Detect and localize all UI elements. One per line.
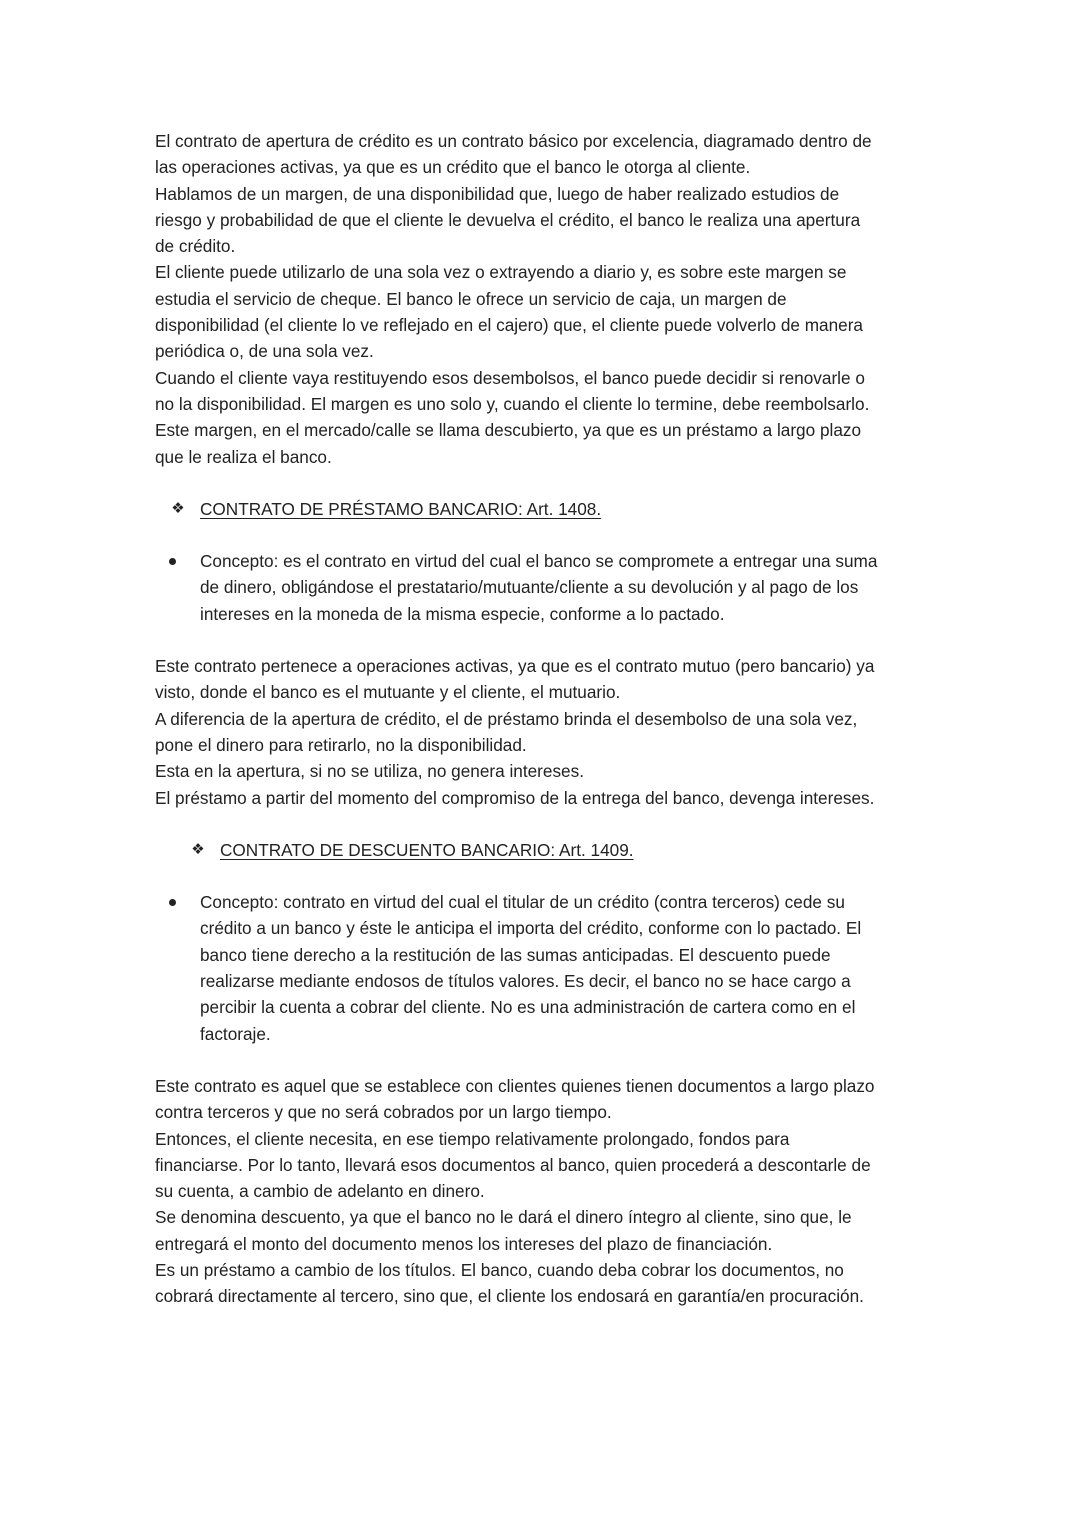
text-line: las operaciones activas, ya que es un crédito que el banco le otorga al cliente. bbox=[155, 157, 751, 178]
text-line: de dinero, obligándose el prestatario/mutuante/cliente a su devolución y al pago de los bbox=[200, 577, 859, 598]
spacer bbox=[155, 811, 945, 837]
text-line: intereses en la moneda de la misma especie, conforme a lo pactado. bbox=[200, 603, 725, 624]
spacer bbox=[155, 522, 945, 548]
text-line: que le realiza el banco. bbox=[155, 446, 332, 467]
text-line: Este margen, en el mercado/calle se llama descubierto, ya que es un préstamo a largo plazo bbox=[155, 420, 862, 441]
section-heading-prestamo bbox=[155, 496, 945, 522]
section-heading-text: CONTRATO DE PRÉSTAMO BANCARIO: Art. 1408. bbox=[200, 498, 602, 519]
text-line: pone el dinero para retirarlo, no la disponibilidad. bbox=[155, 734, 527, 755]
concept-bullet-prestamo bbox=[155, 548, 945, 627]
text-line: El contrato de apertura de crédito es un contrato básico por excelencia, diagramado dentro de bbox=[155, 131, 872, 151]
text-line: periódica o, de una sola vez. bbox=[155, 341, 374, 362]
text-line: Este contrato es aquel que se establece con clientes quienes tienen documentos a largo plazo bbox=[155, 1075, 875, 1096]
diamond-bullet-icon: ❖ bbox=[191, 840, 205, 858]
intro-paragraph bbox=[155, 128, 945, 470]
text-line: Es un préstamo a cambio de los títulos. El banco, cuando deba cobrar los documentos, no bbox=[155, 1259, 844, 1280]
descuento-body-paragraph bbox=[155, 1073, 945, 1310]
text-line: A diferencia de la apertura de crédito, el de préstamo brinda el desembolso de una sola vez, bbox=[155, 708, 858, 729]
spacer bbox=[155, 627, 945, 653]
text-line: Cuando el cliente vaya restituyendo esos desembolsos, el banco puede decidir si renovarle o bbox=[155, 367, 865, 388]
text-line: cobrará directamente al tercero, sino que, el cliente los endosará en garantía/en procuración. bbox=[155, 1286, 864, 1307]
text-line: crédito a un banco y éste le anticipa el importa del crédito, conforme con lo pactado. El bbox=[200, 918, 862, 939]
spacer bbox=[155, 863, 945, 889]
bullet-dot-icon bbox=[169, 558, 176, 565]
text-line: Este contrato pertenece a operaciones activas, ya que es el contrato mutuo (pero bancario) ya bbox=[155, 656, 875, 677]
text-line: El cliente puede utilizarlo de una sola vez o extrayendo a diario y, es sobre este margen se bbox=[155, 262, 847, 283]
section-heading-text: CONTRATO DE DESCUENTO BANCARIO: Art. 1409. bbox=[220, 839, 634, 860]
text-line: su cuenta, a cambio de adelanto en dinero. bbox=[155, 1181, 485, 1202]
text-line: factoraje. bbox=[200, 1023, 271, 1044]
text-line: contra terceros y que no será cobrados por un largo tiempo. bbox=[155, 1102, 612, 1123]
text-line: estudia el servicio de cheque. El banco le ofrece un servicio de caja, un margen de bbox=[155, 288, 787, 309]
document-page bbox=[155, 128, 945, 1310]
spacer bbox=[155, 1047, 945, 1073]
text-line: Entonces, el cliente necesita, en ese tiempo relativamente prolongado, fondos para bbox=[155, 1128, 790, 1149]
text-line: El préstamo a partir del momento del compromiso de la entrega del banco, devenga intereses. bbox=[155, 787, 875, 808]
concept-bullet-descuento bbox=[155, 889, 945, 1047]
text-line: Se denomina descuento, ya que el banco no le dará el dinero íntegro al cliente, sino que, le bbox=[155, 1207, 852, 1228]
text-line: riesgo y probabilidad de que el cliente le devuelva el crédito, el banco le realiza una apertura bbox=[155, 209, 861, 230]
bullet-dot-icon bbox=[169, 899, 176, 906]
text-line: Hablamos de un margen, de una disponibilidad que, luego de haber realizado estudios de bbox=[155, 183, 840, 204]
text-line: disponibilidad (el cliente lo ve reflejado en el cajero) que, el cliente puede volverlo de manera bbox=[155, 315, 863, 336]
text-line: no la disponibilidad. El margen es uno solo y, cuando el cliente lo termine, debe reembolsarlo. bbox=[155, 393, 870, 414]
text-line: de crédito. bbox=[155, 236, 236, 257]
text-line: entregará el monto del documento menos los intereses del plazo de financiación. bbox=[155, 1233, 773, 1254]
text-line: visto, donde el banco es el mutuante y el cliente, el mutuario. bbox=[155, 682, 621, 703]
text-line: Esta en la apertura, si no se utiliza, no genera intereses. bbox=[155, 761, 584, 782]
text-line: percibir la cuenta a cobrar del cliente. No es una administración de cartera como en el bbox=[200, 997, 856, 1018]
spacer bbox=[155, 470, 945, 496]
diamond-bullet-icon: ❖ bbox=[171, 499, 185, 517]
text-line: banco tiene derecho a la restitución de las sumas anticipadas. El descuento puede bbox=[200, 944, 831, 965]
prestamo-body-paragraph bbox=[155, 653, 945, 811]
text-line: realizarse mediante endosos de títulos valores. Es decir, el banco no se hace cargo a bbox=[200, 971, 851, 992]
text-line: Concepto: contrato en virtud del cual el titular de un crédito (contra terceros) cede su bbox=[200, 892, 845, 913]
text-line: Concepto: es el contrato en virtud del cual el banco se compromete a entregar una suma bbox=[200, 551, 878, 572]
section-heading-descuento bbox=[155, 837, 945, 863]
text-line: financiarse. Por lo tanto, llevará esos documentos al banco, quien procederá a descontarle de bbox=[155, 1154, 871, 1175]
